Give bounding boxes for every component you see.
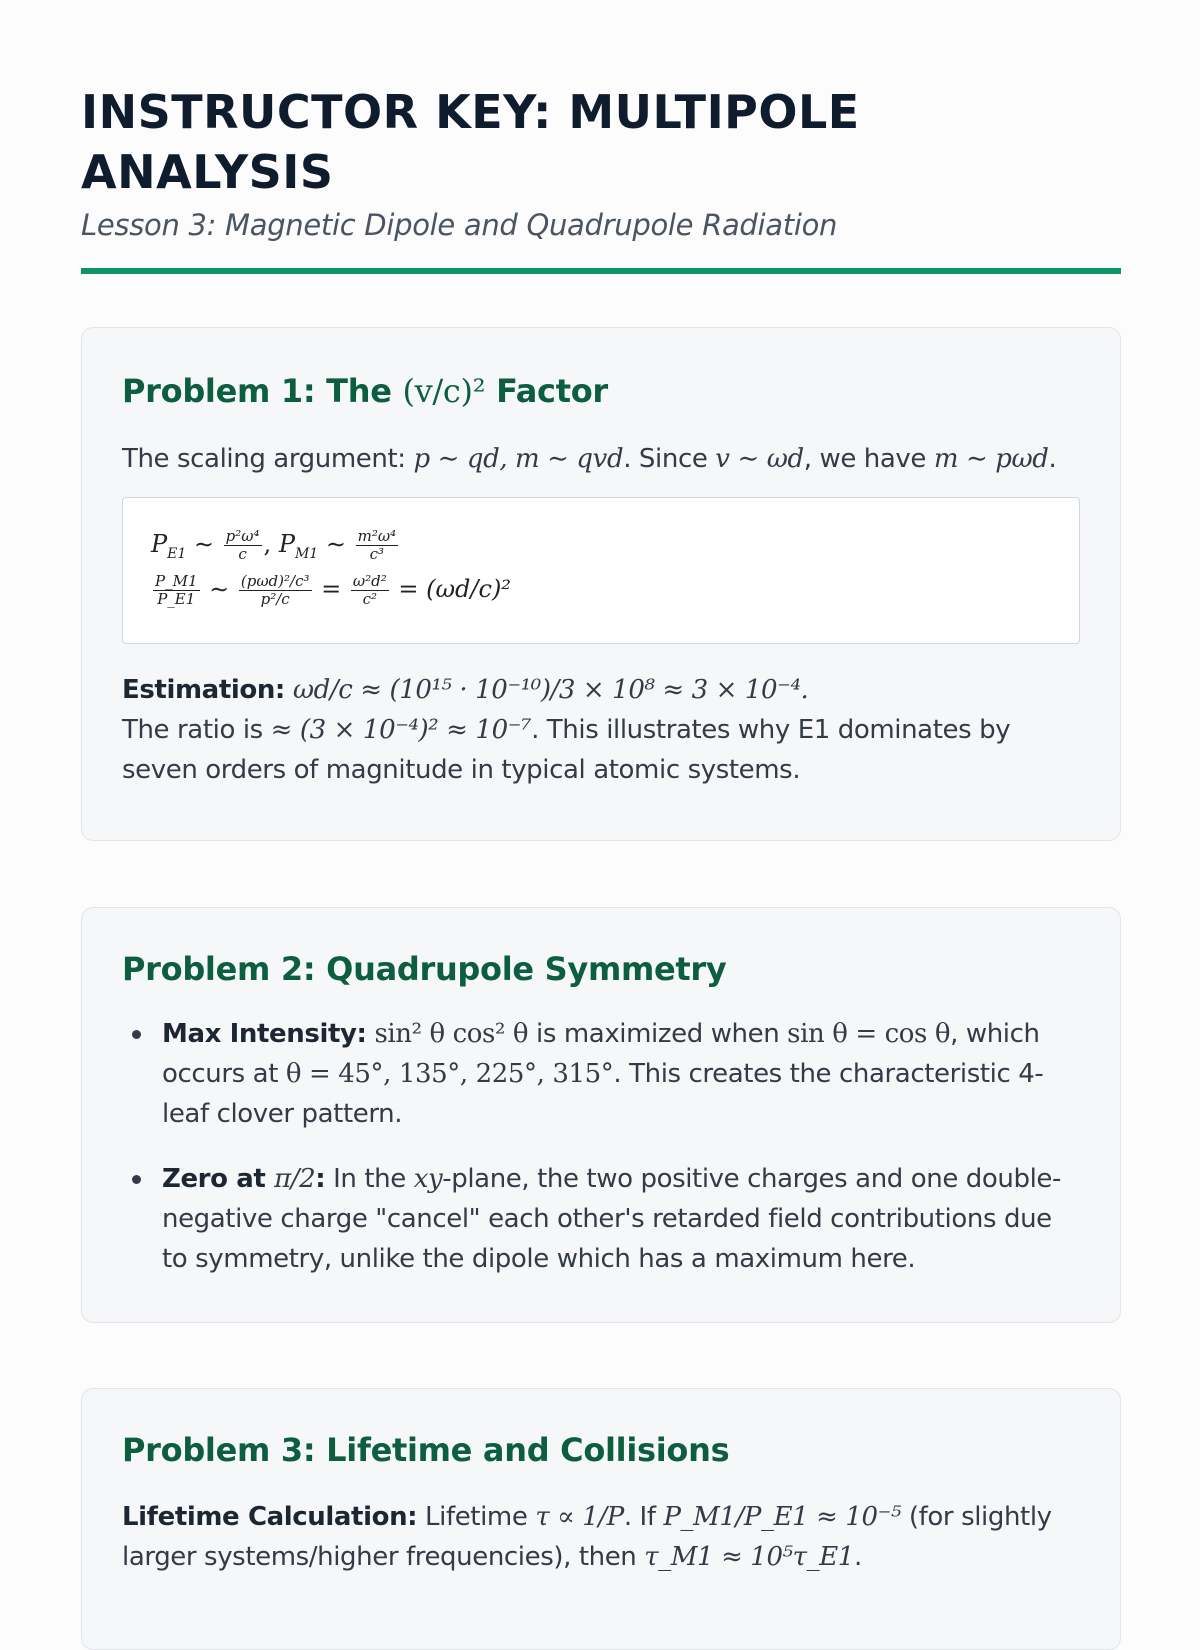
eq-equals: = — [313, 575, 349, 603]
eq-frac-num: m²ω⁴ — [357, 527, 397, 545]
intro-text-2: . Since — [623, 444, 716, 474]
item-math: θ = 45°, 135°, 225°, 315° — [285, 1059, 614, 1089]
eq-sim-2: ∼ — [318, 530, 354, 558]
eq-frac-ratio — [153, 573, 200, 608]
problem-3-lifetime — [122, 1497, 1080, 1577]
lifetime-text-3: (for slightly larger systems/higher frequencies), then — [122, 1502, 1052, 1572]
estimation-text-2: . This illustrates why E1 dominates by seven orders of magnitude in typical atomic systems. — [122, 715, 1011, 785]
page-subtitle: Lesson 3: Magnetic Dipole and Quadrupole Radiation — [81, 208, 838, 242]
eq-frac-pwd — [239, 573, 312, 608]
eq-p-e1-sub: E1 — [167, 545, 187, 562]
problem-1-title — [122, 372, 1080, 410]
eq-frac-num: (pωd)²/c³ — [240, 572, 310, 590]
eq-frac-den: c — [238, 545, 247, 563]
item-math: sin θ = cos θ — [787, 1019, 951, 1049]
eq-frac-num: ω²d² — [352, 572, 387, 590]
item-label: Zero at — [162, 1164, 275, 1194]
estimation-math-2: ≈ (3 × 10⁻⁴)² ≈ 10⁻⁷ — [270, 715, 532, 745]
equation-line-2 — [151, 573, 511, 608]
equation-line-1 — [151, 528, 400, 563]
intro-text-3: , we have — [803, 444, 934, 474]
page-title: INSTRUCTOR KEY: MULTIPOLE ANALYSIS — [81, 85, 860, 199]
intro-text-4: . — [1048, 444, 1057, 474]
eq-frac-den: c³ — [369, 545, 385, 563]
eq-tail: = (ωd/c)² — [390, 575, 511, 603]
bullet-dot — [132, 1030, 141, 1039]
intro-text-1: The scaling argument: — [122, 444, 414, 474]
problem-1-title-suffix: Factor — [485, 372, 608, 410]
problem-1-card — [81, 327, 1121, 841]
estimation-text-1: The ratio is — [122, 715, 271, 745]
item-text: In the — [325, 1164, 414, 1194]
intro-math-2: v ∼ ωd — [715, 444, 804, 474]
problem-2-card — [81, 907, 1121, 1323]
intro-math-1: p ∼ qd, m ∼ qvd — [413, 444, 624, 474]
item-label: Max Intensity: — [162, 1019, 367, 1049]
lifetime-math-2: P_M1/P_E1 ≈ 10⁻⁵ — [663, 1502, 902, 1532]
item-label-math: π/2 — [274, 1164, 316, 1194]
lifetime-label: Lifetime Calculation: — [122, 1502, 418, 1532]
eq-p-m1: P — [278, 530, 295, 558]
eq-frac-pm1 — [356, 528, 398, 563]
eq-sim-1: ∼ — [186, 530, 222, 558]
list-item — [122, 1014, 1080, 1134]
problem-2-title: Problem 2: Quadrupole Symmetry — [122, 950, 727, 988]
equation-box — [122, 497, 1080, 644]
lifetime-text-1: Lifetime — [417, 1502, 536, 1532]
eq-frac-den: p²/c — [260, 590, 290, 608]
eq-p-e1: P — [151, 530, 168, 558]
intro-math-3: m ∼ pωd — [933, 444, 1049, 474]
problem-1-estimation — [122, 670, 1080, 790]
eq-frac-pe1 — [224, 528, 262, 563]
lifetime-text-2: . If — [623, 1502, 664, 1532]
problem-3-card — [81, 1388, 1121, 1650]
document-page — [81, 0, 1121, 1572]
eq-frac-den: c² — [362, 590, 378, 608]
item-math: sin² θ cos² θ — [374, 1019, 529, 1049]
problem-1-intro — [122, 439, 1080, 479]
list-item — [122, 1159, 1080, 1279]
eq-sim-3: ∼ — [201, 575, 237, 603]
bullet-dot — [132, 1175, 141, 1184]
problem-1-title-prefix: Problem 1: The — [122, 372, 403, 410]
item-label-colon: : — [315, 1164, 326, 1194]
item-text: -plane, the two positive charges and one double-negative charge "cancel" each other's retarded field contributions due to symmetry, unlike the dipole which has a maximum here. — [162, 1164, 1061, 1274]
item-text: is maximized when — [528, 1019, 788, 1049]
problem-1-title-math: (v/c)² — [402, 372, 486, 410]
item-math: xy — [413, 1164, 443, 1194]
estimation-math-1: ωd/c ≈ (10¹⁵ · 10⁻¹⁰)/3 × 10⁸ ≈ 3 × 10⁻⁴. — [292, 675, 809, 705]
item-text: . This creates the characteristic 4-leaf clover pattern. — [162, 1059, 1044, 1129]
problem-3-title: Problem 3: Lifetime and Collisions — [122, 1431, 730, 1469]
lifetime-text-4: . — [853, 1542, 862, 1572]
lifetime-math-1: τ ∝ 1/P — [535, 1502, 624, 1532]
title-divider — [81, 268, 1121, 274]
eq-p-m1-sub: M1 — [294, 545, 319, 562]
estimation-label: Estimation: — [122, 675, 285, 705]
eq-comma: , — [263, 530, 279, 558]
item-text: , which occurs at — [162, 1019, 1040, 1089]
lifetime-math-3: τ_M1 ≈ 10⁵τ_E1 — [644, 1542, 854, 1572]
eq-frac-num: p²ω⁴ — [225, 527, 260, 545]
eq-frac-den: P_E1 — [157, 590, 196, 608]
problem-2-list — [122, 1014, 1080, 1279]
eq-frac-num: P_M1 — [155, 572, 198, 590]
eq-frac-w2d2 — [351, 573, 389, 608]
